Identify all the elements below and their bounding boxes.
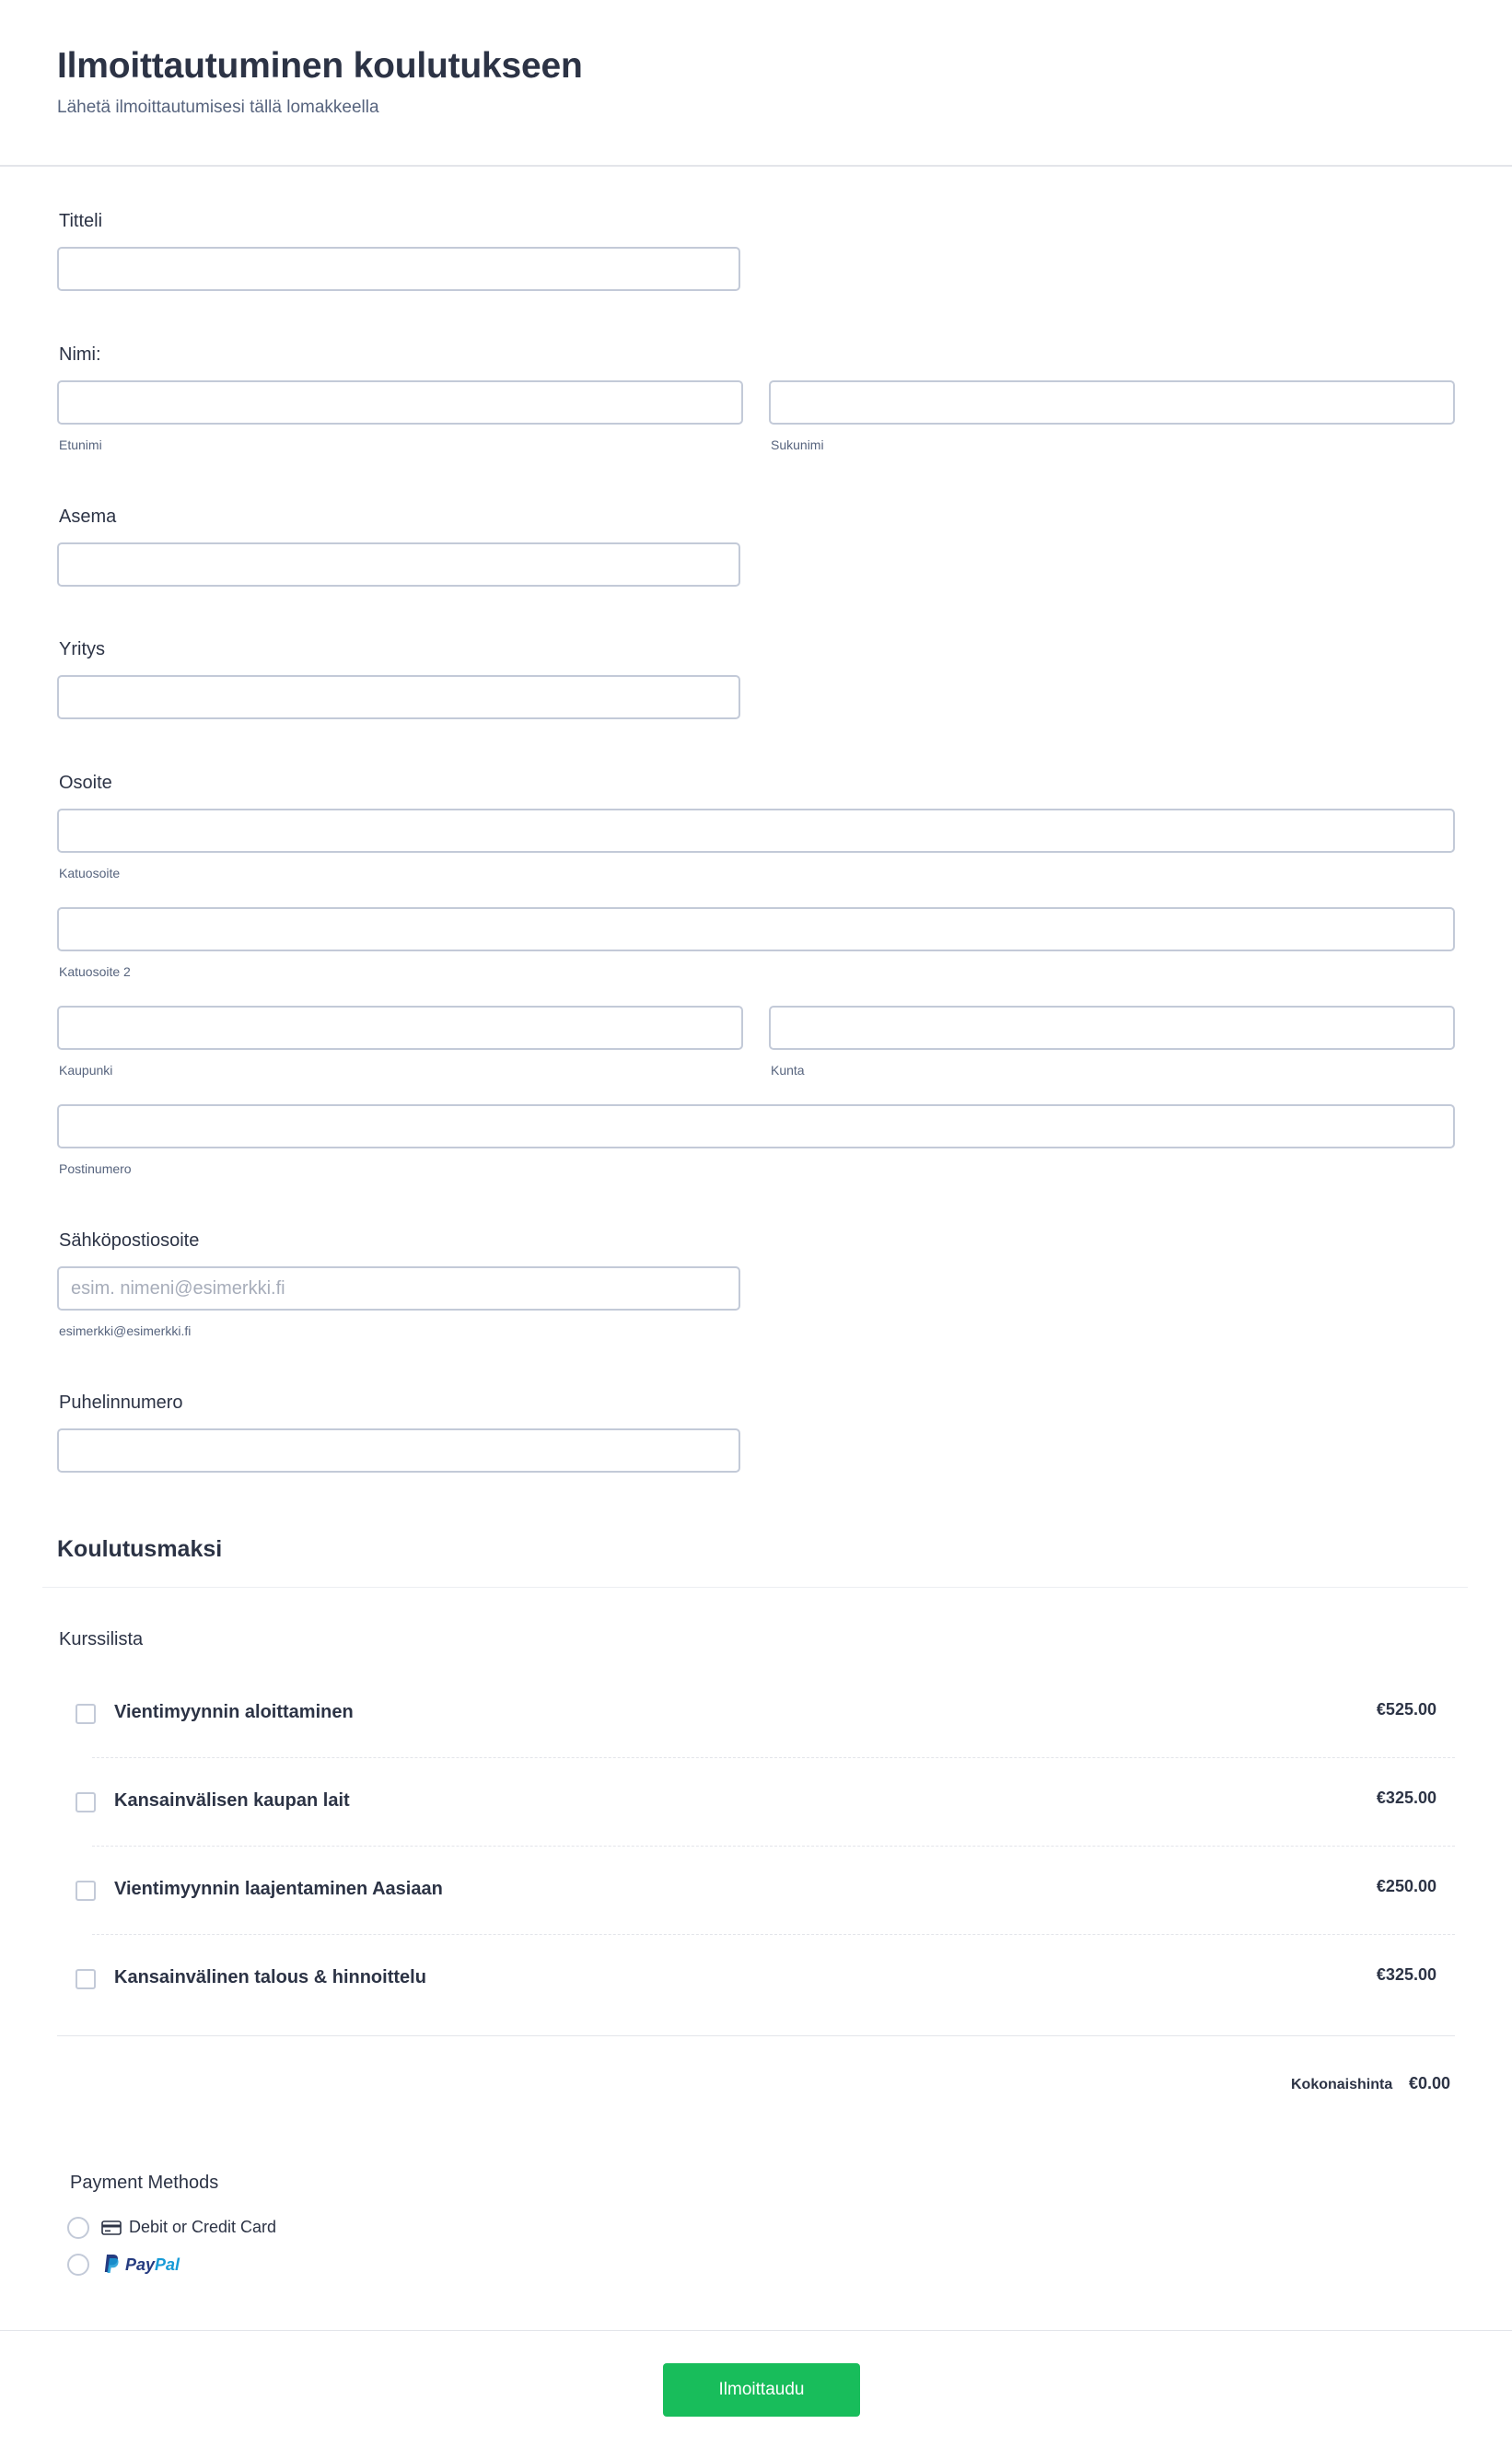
email-input[interactable] [57,1266,740,1311]
header-divider [0,165,1512,167]
first-name-input[interactable] [57,380,743,425]
course-price: €325.00 [1376,1965,1436,1984]
city-input[interactable] [57,1006,743,1050]
total-divider [57,2035,1455,2036]
company-input[interactable] [57,675,740,719]
course-name: Kansainvälinen talous & hinnoittelu [114,1967,426,1987]
course-item[interactable] [57,1757,1455,1846]
postal-code-sublabel: Postinumero [59,1161,132,1176]
street-address-2-input[interactable] [57,907,1455,951]
course-price: €250.00 [1376,1877,1436,1895]
payment-section-divider [42,1587,1468,1588]
course-list-label: Kurssilista [59,1629,144,1649]
last-name-input[interactable] [769,380,1455,425]
postal-code-input[interactable] [57,1104,1455,1148]
course-item[interactable] [57,1934,1455,2022]
street-address-2-sublabel: Katuosoite 2 [59,964,131,979]
course-name: Vientimyynnin laajentaminen Aasiaan [114,1879,443,1899]
course-item[interactable] [57,1846,1455,1934]
submit-button[interactable]: Ilmoittaudu [663,2363,860,2417]
course-checkbox[interactable] [76,1792,96,1812]
credit-card-icon [101,2220,122,2235]
email-sublabel: esimerkki@esimerkki.fi [59,1323,192,1338]
title-input[interactable] [57,247,740,291]
card-option-label[interactable]: Debit or Credit Card [129,2218,277,2236]
course-name: Vientimyynnin aloittaminen [114,1702,354,1722]
paypal-radio[interactable] [67,2254,89,2276]
card-radio[interactable] [67,2217,89,2239]
phone-field-label: Puhelinnumero [59,1393,183,1413]
paypal-wordmark[interactable]: PayPal [125,2255,180,2274]
course-item[interactable] [57,1669,1455,1757]
position-input[interactable] [57,542,740,587]
course-checkbox[interactable] [76,1969,96,1989]
course-price: €525.00 [1376,1700,1436,1719]
course-price: €325.00 [1376,1789,1436,1807]
municipality-sublabel: Kunta [771,1063,805,1078]
course-checkbox[interactable] [76,1881,96,1901]
course-checkbox[interactable] [76,1704,96,1724]
total-label: Kokonaishinta [1291,2077,1393,2092]
total-value: €0.00 [1409,2074,1451,2092]
street-address-input[interactable] [57,809,1455,853]
company-field-label: Yritys [59,639,105,659]
phone-input[interactable] [57,1428,740,1473]
payment-section-title: Koulutusmaksi [57,1536,223,1562]
payment-methods-title: Payment Methods [70,2173,219,2193]
first-name-sublabel: Etunimi [59,437,102,452]
name-field-label: Nimi: [59,344,101,365]
municipality-input[interactable] [769,1006,1455,1050]
footer-divider [0,2330,1512,2331]
address-field-label: Osoite [59,773,112,793]
paypal-icon [103,2254,120,2274]
last-name-sublabel: Sukunimi [771,437,824,452]
position-field-label: Asema [59,507,117,527]
title-field-label: Titteli [59,211,103,231]
email-field-label: Sähköpostiosoite [59,1230,200,1251]
street-address-sublabel: Katuosoite [59,866,121,880]
city-sublabel: Kaupunki [59,1063,113,1078]
page-title: Ilmoittautuminen koulutukseen [57,46,583,86]
course-name: Kansainvälisen kaupan lait [114,1790,350,1811]
page-subtitle: Lähetä ilmoittautumisesi tällä lomakkeella [57,98,379,117]
